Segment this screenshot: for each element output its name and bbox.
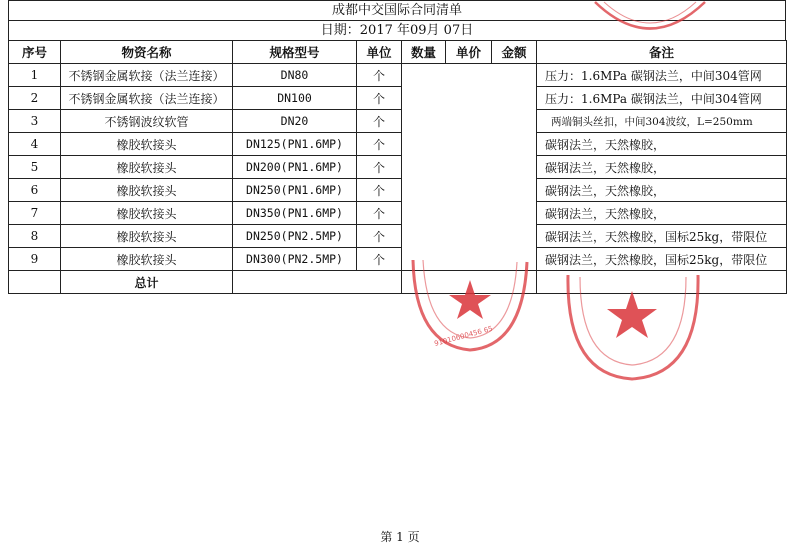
row-unit: 个 xyxy=(357,179,402,202)
table-row xyxy=(9,202,787,225)
date-label: 日期： xyxy=(320,23,360,38)
row-note: 碳钢法兰，天然橡胶， xyxy=(537,156,787,179)
row-spec: DN125(PN1.6MP) xyxy=(233,133,357,156)
table-header-row xyxy=(9,41,787,64)
row-spec: DN80 xyxy=(233,64,357,87)
row-note: 碳钢法兰，天然橡胶， xyxy=(537,179,787,202)
row-name: 不锈钢金属软接（法兰连接） xyxy=(61,87,233,110)
row-no: 1 xyxy=(9,64,61,87)
table-row xyxy=(9,87,787,110)
row-note: 碳钢法兰，天然橡胶，国标25kg，带限位 xyxy=(537,225,787,248)
row-spec: DN250(PN1.6MP) xyxy=(233,179,357,202)
header-cell-price: 单价 xyxy=(446,41,492,64)
total-no-cell xyxy=(9,271,61,294)
row-spec: DN350(PN1.6MP) xyxy=(233,202,357,225)
page-number: 第 1 页 xyxy=(380,530,420,544)
header-cell-note: 备注 xyxy=(537,41,787,64)
row-no: 7 xyxy=(9,202,61,225)
total-spec-cell xyxy=(233,271,402,294)
table-row xyxy=(9,156,787,179)
table-row xyxy=(9,64,787,87)
header-cell-qty: 数量 xyxy=(402,41,446,64)
row-name: 不锈钢金属软接（法兰连接） xyxy=(61,64,233,87)
row-note: 两端铜头丝扣，中间304波纹，L=250mm xyxy=(537,110,787,133)
header-cell-name: 物资名称 xyxy=(61,41,233,64)
row-name: 橡胶软接头 xyxy=(61,156,233,179)
row-no: 4 xyxy=(9,133,61,156)
row-spec: DN20 xyxy=(233,110,357,133)
row-name: 橡胶软接头 xyxy=(61,202,233,225)
row-no: 6 xyxy=(9,179,61,202)
row-spec: DN100 xyxy=(233,87,357,110)
row-unit: 个 xyxy=(357,110,402,133)
row-unit: 个 xyxy=(357,248,402,271)
row-note: 压力：1.6MPa 碳钢法兰，中间304管网 xyxy=(537,87,787,110)
row-note: 碳钢法兰，天然橡胶， xyxy=(537,202,787,225)
table-row xyxy=(9,248,787,271)
row-unit: 个 xyxy=(357,133,402,156)
date-value: 2017 年09月 07日 xyxy=(359,23,474,38)
table-row xyxy=(9,110,787,133)
row-name: 橡胶软接头 xyxy=(61,225,233,248)
row-unit: 个 xyxy=(357,202,402,225)
total-row xyxy=(9,271,787,294)
row-unit: 个 xyxy=(357,225,402,248)
row-name: 不锈钢波纹软管 xyxy=(61,110,233,133)
row-no: 8 xyxy=(9,225,61,248)
row-unit: 个 xyxy=(357,87,402,110)
document-title: 成都中交国际合同清单 xyxy=(8,0,786,21)
row-name: 橡胶软接头 xyxy=(61,248,233,271)
table-row xyxy=(9,133,787,156)
header-cell-no: 序号 xyxy=(9,41,61,64)
row-unit: 个 xyxy=(357,64,402,87)
seal-number-text: 91010600456 65 xyxy=(433,324,494,348)
total-amount-cell xyxy=(402,271,537,294)
row-spec: DN300(PN2.5MP) xyxy=(233,248,357,271)
total-label: 总计 xyxy=(61,271,233,294)
row-note: 碳钢法兰，天然橡胶， xyxy=(537,133,787,156)
row-spec: DN250(PN2.5MP) xyxy=(233,225,357,248)
header-cell-amount: 金额 xyxy=(492,41,537,64)
contract-table xyxy=(8,40,787,294)
blanked-price-area xyxy=(402,64,537,271)
row-no: 5 xyxy=(9,156,61,179)
table-row xyxy=(9,225,787,248)
row-name: 橡胶软接头 xyxy=(61,133,233,156)
row-no: 9 xyxy=(9,248,61,271)
row-note: 压力：1.6MPa 碳钢法兰，中间304管网 xyxy=(537,64,787,87)
total-note-cell xyxy=(537,271,787,294)
row-no: 3 xyxy=(9,110,61,133)
row-spec: DN200(PN1.6MP) xyxy=(233,156,357,179)
table-row xyxy=(9,179,787,202)
row-name: 橡胶软接头 xyxy=(61,179,233,202)
row-note: 碳钢法兰，天然橡胶，国标25kg，带限位 xyxy=(537,248,787,271)
header-cell-unit: 单位 xyxy=(357,41,402,64)
row-no: 2 xyxy=(9,87,61,110)
header-cell-spec: 规格型号 xyxy=(233,41,357,64)
document-date xyxy=(8,20,786,41)
row-unit: 个 xyxy=(357,156,402,179)
